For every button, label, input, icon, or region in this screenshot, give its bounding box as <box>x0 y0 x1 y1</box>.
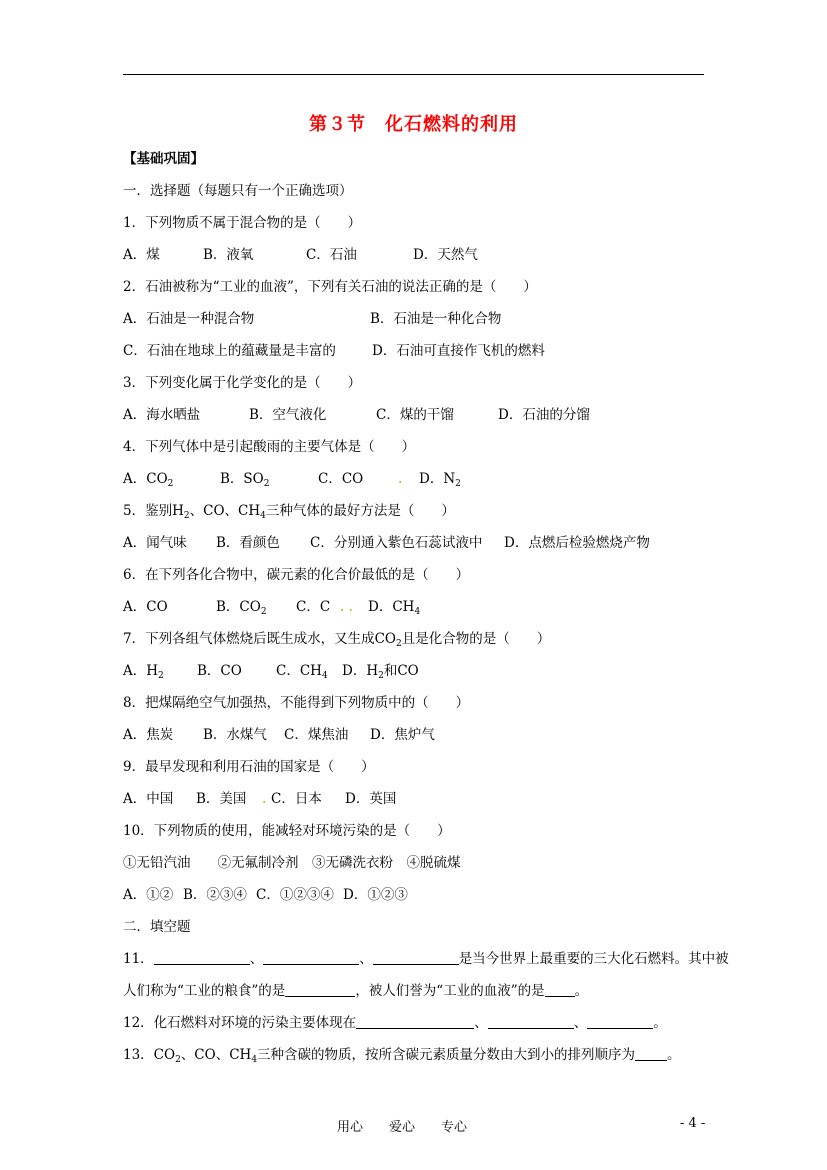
header-rule <box>123 74 704 75</box>
q3-stem: 3．下列变化属于化学变化的是（ ） <box>123 375 362 391</box>
q12: 12．化石燃料对环境的污染主要体现在 、 、 。 <box>123 1015 667 1031</box>
q6-option-a: A．CO <box>123 599 168 615</box>
q8-option-c: C．煤焦油 <box>284 727 349 743</box>
q2-stem: 2．石油被称为“工业的血液”，下列有关石油的说法正确的是（ ） <box>123 279 537 295</box>
q6-option-b: B．$CO_2$ <box>216 599 267 617</box>
page-title: 第３节 化石燃料的利用 <box>309 114 518 135</box>
q8-option-b: B．水煤气 <box>203 727 267 743</box>
q10-option-c: C．①②③④ <box>256 887 334 903</box>
q6-option-d: D．$CH_4$ <box>368 599 421 617</box>
q10-items: ①无铅汽油 ②无氟制冷剂 ③无磷洗衣粉 ④脱硫煤 <box>123 855 461 871</box>
q4-option-d: D．$N_2$ <box>419 471 461 489</box>
q11-line1: 11． 、 、 是当今世界上最重要的三大化石燃料。其中被 <box>123 951 729 967</box>
q10-option-d: D．①②③ <box>343 887 408 903</box>
q5-stem: 5．鉴别$H_2$、CO、$CH_4$三种气体的最好方法是（ ） <box>123 503 455 521</box>
q4-option-c: C．CO <box>318 471 364 487</box>
q13: 13．$CO_2$、CO、$CH_4$三种含碳的物质，按所含碳元素质量分数由大到小的排列顺序为 。 <box>123 1047 681 1065</box>
q7-option-a: A．$H_2$ <box>123 663 164 681</box>
q5-option-d: D．点燃后检验燃烧产物 <box>504 535 650 551</box>
q5-option-b: B．看颜色 <box>216 535 280 551</box>
page-number: - 4 - <box>680 1116 706 1131</box>
q9-stem: 9．最早发现和利用石油的国家是（ ） <box>123 759 375 775</box>
q5-option-c: C．分别通入紫色石蕊试液中 <box>310 535 483 551</box>
q1-stem: 1．下列物质不属于混合物的是（ ） <box>123 215 362 231</box>
q7-option-c: C．$CH_4$ <box>276 663 328 681</box>
blank[interactable] <box>373 950 459 965</box>
q10-option-a: A．①② <box>123 887 174 903</box>
q1-option-d: D．天然气 <box>413 247 478 263</box>
part-heading-fill: 二．填空题 <box>123 919 191 935</box>
blank[interactable] <box>635 1046 667 1061</box>
q5-option-a: A．闻气味 <box>123 535 187 551</box>
q3-option-b: B．空气液化 <box>249 407 327 423</box>
blank[interactable] <box>356 1014 474 1029</box>
q2-option-a: A．石油是一种混合物 <box>123 311 255 327</box>
q9-option-c: C．日本 <box>271 791 322 807</box>
q4-stem: 4．下列气体中是引起酸雨的主要气体是（ ） <box>123 439 416 455</box>
blank[interactable] <box>285 982 355 997</box>
q10-stem: 10．下列物质的使用，能减轻对环境污染的是（ ） <box>123 823 451 839</box>
q7-stem: 7．下列各组气体燃烧后既生成水，又生成$CO_2$且是化合物的是（ ） <box>123 631 551 649</box>
footer-motto: 用心 爱心 专心 <box>337 1120 468 1135</box>
q11-line2: 人们称为“工业的粮食”的是 ，被人们誉为“工业的血液”的是 。 <box>123 983 589 999</box>
q2-option-d: D．石油可直接作飞机的燃料 <box>372 343 545 359</box>
q1-option-a: A．煤 <box>123 247 160 263</box>
q3-option-c: C．煤的干馏 <box>376 407 454 423</box>
q7-option-d: D．$H_2$和CO <box>342 663 419 681</box>
q8-option-d: D．焦炉气 <box>370 727 435 743</box>
blank[interactable] <box>263 950 359 965</box>
q9-option-d: D．英国 <box>345 791 397 807</box>
q2-option-c: C．石油在地球上的蕴藏量是丰富的 <box>123 343 336 359</box>
blank[interactable] <box>154 950 250 965</box>
q9-option-b: B．美国 <box>196 791 247 807</box>
blank[interactable] <box>488 1014 574 1029</box>
q8-option-a: A．焦炭 <box>123 727 174 743</box>
blank[interactable] <box>545 982 575 997</box>
q7-option-b: B．CO <box>197 663 242 679</box>
q4-option-b: B．$SO_2$ <box>220 471 270 489</box>
q6-stem: 6．在下列各化合物中，碳元素的化合价最低的是（ ） <box>123 567 470 583</box>
q8-stem: 8．把煤隔绝空气加强热，不能得到下列物质中的（ ） <box>123 695 470 711</box>
q3-option-a: A．海水晒盐 <box>123 407 201 423</box>
section-heading: 【基础巩固】 <box>123 151 204 167</box>
q3-option-d: D．石油的分馏 <box>498 407 590 423</box>
part-heading-choice: 一．选择题（每题只有一个正确选项） <box>123 183 353 199</box>
q6-option-c: C．C <box>296 599 331 615</box>
q9-option-a: A．中国 <box>123 791 174 807</box>
decor-dot: . <box>398 471 403 487</box>
q2-option-b: B．石油是一种化合物 <box>370 311 502 327</box>
q1-option-b: B．液氧 <box>203 247 254 263</box>
q10-option-b: B．②③④ <box>183 887 247 903</box>
blank[interactable] <box>587 1014 653 1029</box>
decor-dots: . . <box>340 599 353 615</box>
q1-option-c: C．石油 <box>306 247 357 263</box>
q4-option-a: A．$CO_2$ <box>123 471 174 489</box>
decor-dot: . <box>262 791 267 807</box>
